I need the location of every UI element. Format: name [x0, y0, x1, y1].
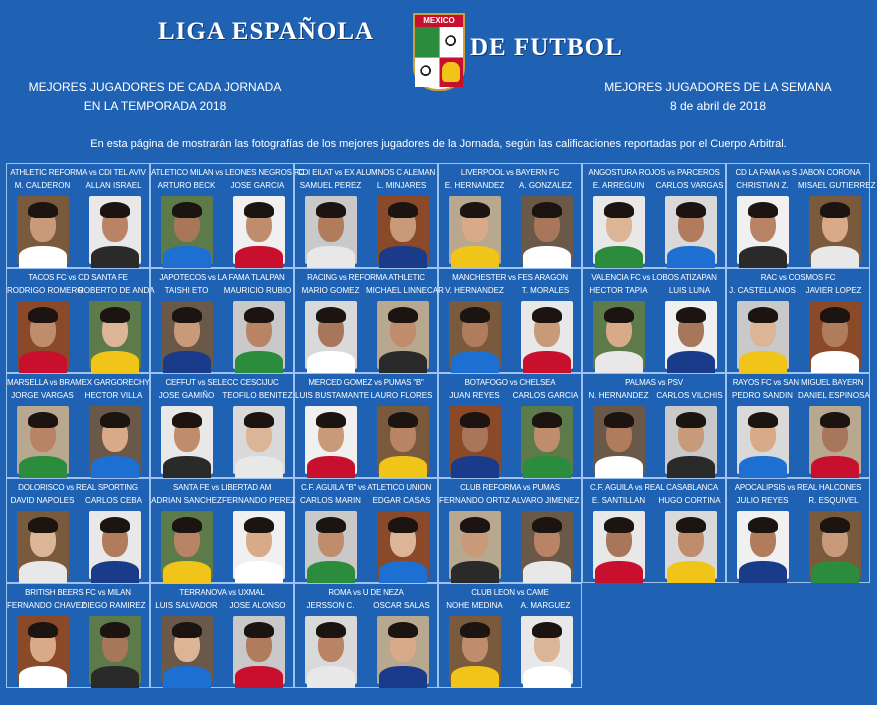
- player-photo: [521, 301, 573, 369]
- match-title: MARSELLA vs BRAMEX GARGORECHY: [7, 378, 150, 387]
- match-card: [726, 373, 870, 478]
- season-caption-line2: EN LA TEMPORADA 2018: [83, 99, 227, 113]
- player-photo: [305, 511, 357, 579]
- player-name: MARIO GOMEZ: [301, 286, 360, 295]
- player-name: JORGE VARGAS: [11, 391, 74, 400]
- match-card: [294, 268, 444, 373]
- player-photo: [89, 301, 141, 369]
- match-title: VALENCIA FC vs LOBOS ATIZAPAN: [591, 273, 717, 282]
- player-name: LUIS SALVADOR: [155, 601, 218, 610]
- player-name: TAISHI ETO: [164, 286, 209, 295]
- player-photo: [233, 616, 285, 684]
- player-name: ROBERTO DE ANDA: [78, 286, 155, 295]
- player-name: JAVIER LOPEZ: [805, 286, 862, 295]
- player-photo: [377, 511, 429, 579]
- match-title: APOCALIPSIS vs REAL HALCONES: [734, 483, 862, 492]
- player-photo: [809, 301, 861, 369]
- league-crest: [413, 13, 465, 91]
- player-name: E. HERNANDEZ: [444, 181, 505, 190]
- player-name: DANIEL ESPINOSA: [798, 391, 870, 400]
- lion-icon: [442, 62, 460, 82]
- player-photo: [233, 406, 285, 474]
- player-photo: [305, 196, 357, 264]
- match-title: TERRANOVA vs UXMAL: [179, 588, 265, 597]
- soccer-ball-icon: [420, 65, 434, 79]
- match-card: [726, 268, 870, 373]
- match-card: [726, 163, 876, 268]
- player-name: MAURICIO RUBIO: [223, 286, 292, 295]
- match-card: [582, 373, 726, 478]
- player-photo: [521, 616, 573, 684]
- player-name: LUIS BUSTAMANTE: [295, 391, 370, 400]
- player-name: MISAEL GUTIERREZ: [798, 181, 876, 190]
- match-card: [6, 268, 155, 373]
- player-name: V. HERNANDEZ: [445, 286, 504, 295]
- player-photo: [233, 511, 285, 579]
- match-card: [294, 163, 438, 268]
- player-name: JERSSON C.: [306, 601, 355, 610]
- match-title: RAC vs COSMOS FC: [760, 273, 836, 282]
- player-photo: [449, 511, 501, 579]
- week-date: 8 de abril de 2018: [669, 99, 767, 113]
- player-name: FERNANDO PEREZ: [222, 496, 296, 505]
- player-name: LUIS LUNA: [668, 286, 711, 295]
- player-photo: [89, 196, 141, 264]
- match-card: [438, 163, 582, 268]
- player-name: E. SANTILLAN: [591, 496, 646, 505]
- player-photo: [593, 406, 645, 474]
- player-name: RODRIGO ROMERO: [7, 286, 84, 295]
- match-card: [6, 478, 150, 583]
- match-title: CDI EILAT vs EX ALUMNOS C ALEMAN: [296, 168, 436, 177]
- player-name: OSCAR SALAS: [373, 601, 430, 610]
- match-card: [438, 373, 582, 478]
- match-title: C.F. AGUILA "B" vs ATLETICO UNION: [300, 483, 432, 492]
- match-card: [6, 373, 150, 478]
- player-photo: [449, 301, 501, 369]
- player-photo: [449, 196, 501, 264]
- player-name: ALLAN ISRAEL: [85, 181, 142, 190]
- match-title: CLUB REFORMA vs PUMAS: [460, 483, 560, 492]
- player-name: CHRISTIAN Z.: [736, 181, 789, 190]
- match-card: [150, 268, 294, 373]
- player-photo: [17, 616, 69, 684]
- player-photo: [521, 406, 573, 474]
- season-caption: [20, 78, 290, 116]
- player-name: HUGO CORTINA: [658, 496, 721, 505]
- match-card: [150, 373, 294, 478]
- player-name: N. HERNANDEZ: [588, 391, 649, 400]
- intro-text: En esta página de mostrarán las fotografías de los mejores jugadores de la Jornada, según las calificaciones reportadas por el Cuerpo Arbitral.: [90, 138, 787, 150]
- player-photo: [305, 301, 357, 369]
- match-title: C.F. AGUILA vs REAL CASABLANCA: [590, 483, 718, 492]
- player-photo: [737, 196, 789, 264]
- match-title: ROMA vs U DE NEZA: [328, 588, 404, 597]
- player-photo: [737, 511, 789, 579]
- week-caption: [580, 78, 856, 116]
- player-name: FERNANDO ORTIZ: [439, 496, 510, 505]
- player-name: TEOFILO BENITEZ: [222, 391, 293, 400]
- match-card: [6, 583, 150, 688]
- match-title: MERCED GOMEZ vs PUMAS "B": [308, 378, 424, 387]
- match-card: [6, 163, 150, 268]
- player-photo: [17, 406, 69, 474]
- player-name: CARLOS VILCHIS: [656, 391, 723, 400]
- player-photo: [161, 301, 213, 369]
- player-photo: [89, 616, 141, 684]
- match-card: [150, 163, 305, 268]
- player-photo: [377, 616, 429, 684]
- player-name: ALVARO JIMENEZ: [511, 496, 580, 505]
- week-caption-line1: MEJORES JUGADORES DE LA SEMANA: [604, 80, 832, 94]
- player-name: T. MORALES: [521, 286, 570, 295]
- player-photo: [809, 406, 861, 474]
- soccer-ball-icon: [445, 35, 459, 49]
- match-title: CD LA FAMA vs S JABON CORONA: [735, 168, 861, 177]
- player-photo: [89, 511, 141, 579]
- match-title: SANTA FE vs LIBERTAD AM: [172, 483, 272, 492]
- match-card: [438, 478, 582, 583]
- player-name: JULIO REYES: [736, 496, 789, 505]
- player-name: A. GONZALEZ: [519, 181, 572, 190]
- player-photo: [593, 301, 645, 369]
- player-name: DIEGO RAMIREZ: [81, 601, 146, 610]
- match-title: ATLETICO MILAN vs LEONES NEGROS FC: [151, 168, 305, 177]
- player-photo: [17, 511, 69, 579]
- player-photo: [161, 406, 213, 474]
- match-card: [726, 478, 870, 583]
- player-photo: [17, 196, 69, 264]
- match-title: PALMAS vs PSV: [625, 378, 683, 387]
- match-title: RAYOS FC vs SAN MIGUEL BAYERN: [732, 378, 864, 387]
- player-photo: [809, 196, 861, 264]
- player-photo: [17, 301, 69, 369]
- player-name: EDGAR CASAS: [372, 496, 431, 505]
- match-card: [438, 268, 582, 373]
- player-photo: [521, 196, 573, 264]
- player-name: M. CALDERON: [14, 181, 71, 190]
- match-title: CEFFUT vs SELECC CESCIJUC: [165, 378, 279, 387]
- match-card: [438, 583, 582, 688]
- player-photo: [449, 406, 501, 474]
- player-photo: [305, 406, 357, 474]
- crest-label: MEXICO: [415, 15, 463, 27]
- player-name: R. ESQUIVEL: [808, 496, 859, 505]
- player-name: MICHAEL LINNECAR: [366, 286, 444, 295]
- player-name: HECTOR TAPIA: [589, 286, 648, 295]
- player-photo: [737, 406, 789, 474]
- match-card: [582, 478, 726, 583]
- players-grid: [6, 163, 876, 688]
- player-name: CARLOS CEBA: [85, 496, 142, 505]
- player-name: JUAN REYES: [449, 391, 500, 400]
- player-photo: [377, 301, 429, 369]
- player-photo: [521, 511, 573, 579]
- player-name: CARLOS VARGAS: [655, 181, 724, 190]
- match-card: [150, 478, 294, 583]
- match-card: [294, 373, 438, 478]
- match-card: [150, 583, 294, 688]
- match-title: DOLORISCO vs REAL SPORTING: [18, 483, 138, 492]
- player-photo: [161, 196, 213, 264]
- player-photo: [161, 511, 213, 579]
- player-photo: [665, 301, 717, 369]
- player-name: J. CASTELLANOS: [729, 286, 796, 295]
- player-name: PEDRO SANDIN: [732, 391, 793, 400]
- player-photo: [449, 616, 501, 684]
- player-photo: [377, 196, 429, 264]
- player-name: ADRIAN SANCHEZ: [151, 496, 222, 505]
- player-photo: [305, 616, 357, 684]
- page-title-right: DE FUTBOL: [470, 34, 623, 61]
- player-name: A. MARGUEZ: [520, 601, 571, 610]
- player-photo: [233, 301, 285, 369]
- match-card: [294, 478, 438, 583]
- player-name: JOSE ALONSO: [229, 601, 286, 610]
- season-caption-line1: MEJORES JUGADORES DE CADA JORNADA: [28, 80, 282, 94]
- match-title: MANCHESTER vs FES ARAGON: [452, 273, 568, 282]
- match-card: [582, 268, 726, 373]
- player-photo: [377, 406, 429, 474]
- player-photo: [593, 196, 645, 264]
- player-photo: [665, 406, 717, 474]
- player-name: DAVID NAPOLES: [10, 496, 75, 505]
- player-name: HECTOR VILLA: [84, 391, 143, 400]
- player-name: JOSE GARCIA: [230, 181, 285, 190]
- player-name: CARLOS MARIN: [300, 496, 361, 505]
- player-name: ARTURO BECK: [157, 181, 216, 190]
- player-name: CARLOS GARCIA: [512, 391, 579, 400]
- player-name: SAMUEL PEREZ: [299, 181, 362, 190]
- match-title: JAPOTECOS vs LA FAMA TLALPAN: [159, 273, 285, 282]
- player-photo: [161, 616, 213, 684]
- player-name: LAURO FLORES: [370, 391, 433, 400]
- player-photo: [665, 196, 717, 264]
- match-card: [582, 163, 726, 268]
- player-photo: [737, 301, 789, 369]
- page-title-left: LIGA ESPAÑOLA: [158, 18, 375, 45]
- player-photo: [665, 511, 717, 579]
- match-card: [294, 583, 438, 688]
- match-title: BOTAFOGO vs CHELSEA: [464, 378, 556, 387]
- match-title: ATHLETIC REFORMA vs CDI TEL AVIV: [10, 168, 146, 177]
- player-name: E. ARREGUIN: [592, 181, 645, 190]
- match-title: LIVERPOOL vs BAYERN FC: [460, 168, 560, 177]
- player-photo: [89, 406, 141, 474]
- player-photo: [593, 511, 645, 579]
- player-name: L. MINJARES: [376, 181, 427, 190]
- match-title: TACOS FC vs CD SANTA FE: [28, 273, 128, 282]
- player-name: FERNANDO CHAVEZ: [7, 601, 86, 610]
- match-title: BRITISH BEERS FC vs MILAN: [25, 588, 131, 597]
- player-name: JOSE GAMIÑO: [158, 391, 215, 400]
- player-name: NOHE MEDINA: [446, 601, 503, 610]
- player-photo: [809, 511, 861, 579]
- match-title: RACING vs REFORMA ATHLETIC: [307, 273, 425, 282]
- player-photo: [233, 196, 285, 264]
- match-title: CLUB LEON vs CAME: [471, 588, 549, 597]
- match-title: ANGOSTURA ROJOS vs PARCEROS: [588, 168, 720, 177]
